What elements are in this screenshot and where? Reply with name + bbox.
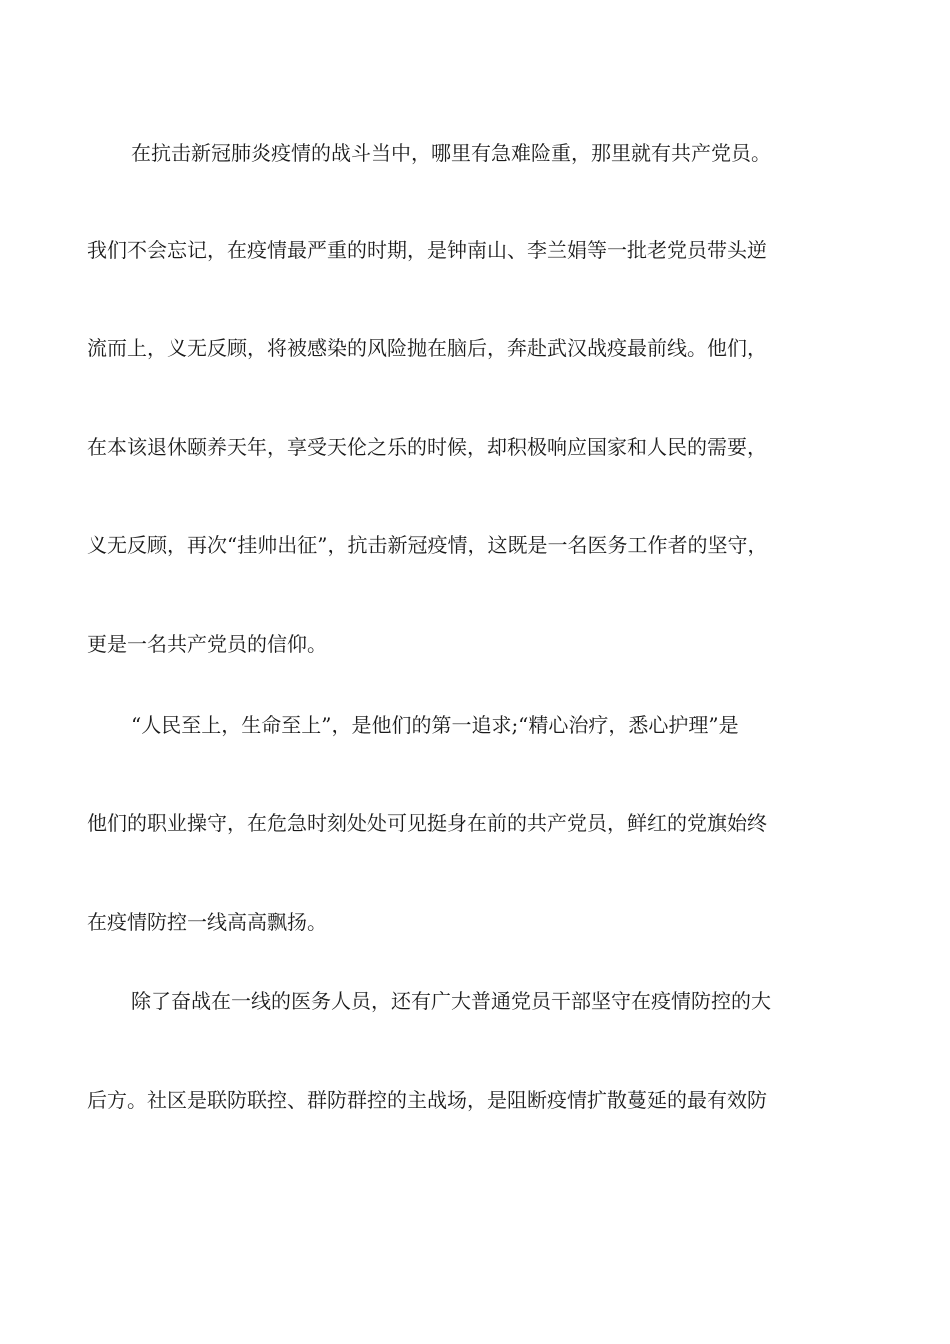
text-line: 除了奋战在一线的医务人员，还有广大普通党员干部坚守在疫情防控的大	[131, 989, 771, 1013]
text-line: “人民至上，生命至上”，是他们的第一追求;“精心治疗，悉心护理”是	[131, 713, 739, 737]
text-line: 我们不会忘记，在疫情最严重的时期，是钟南山、李兰娟等一批老党员带头逆	[87, 238, 767, 262]
text-line: 义无反顾，再次“挂帅出征”，抗击新冠疫情，这既是一名医务工作者的坚守，	[87, 533, 768, 557]
text-line: 更是一名共产党员的信仰。	[87, 632, 327, 656]
text-line: 在本该退休颐养天年，享受天伦之乐的时候，却积极响应国家和人民的需要，	[87, 435, 767, 459]
text-line: 在抗击新冠肺炎疫情的战斗当中，哪里有急难险重，那里就有共产党员。	[131, 141, 771, 165]
text-line: 后方。社区是联防联控、群防群控的主战场，是阻断疫情扩散蔓延的最有效防	[87, 1088, 767, 1112]
text-line: 流而上，义无反顾，将被感染的风险抛在脑后，奔赴武汉战疫最前线。他们，	[87, 336, 767, 360]
text-line: 在疫情防控一线高高飘扬。	[87, 910, 327, 934]
text-line: 他们的职业操守，在危急时刻处处可见挺身在前的共产党员，鲜红的党旗始终	[87, 811, 767, 835]
